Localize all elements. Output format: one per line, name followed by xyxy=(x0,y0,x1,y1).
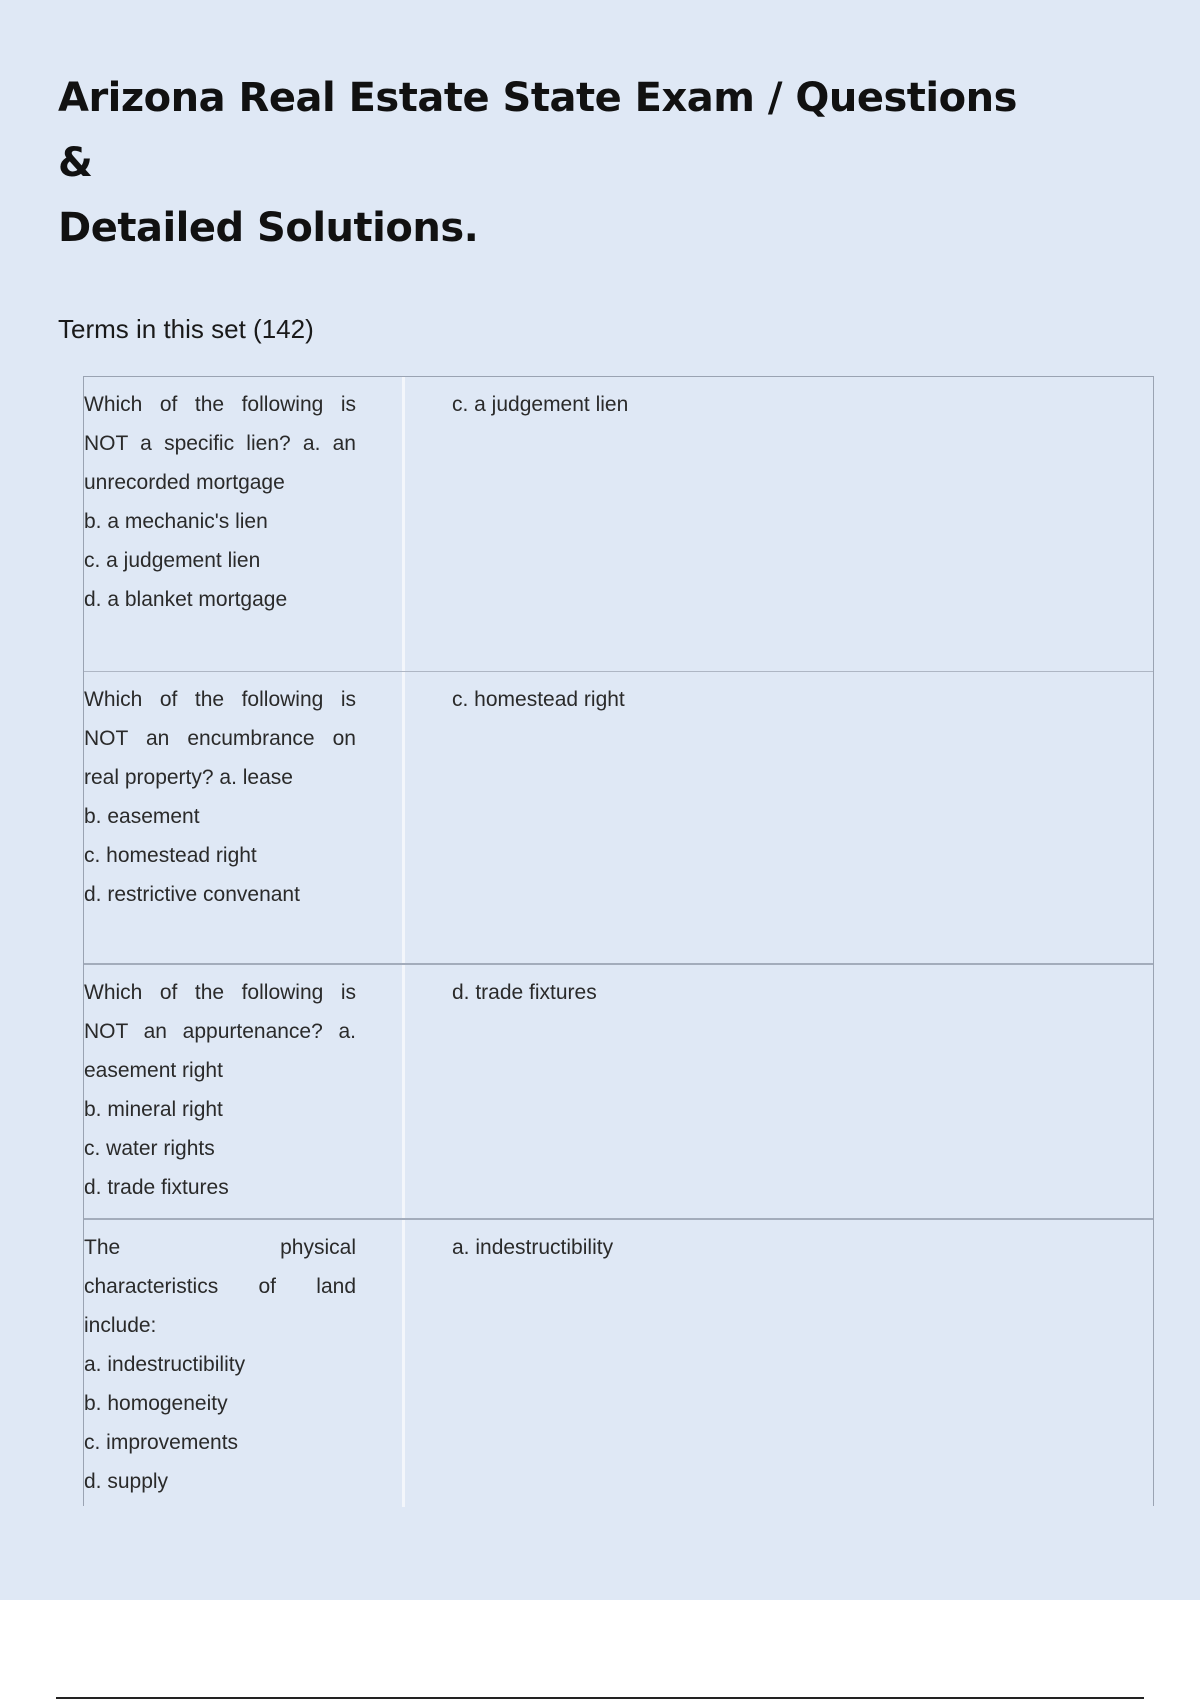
term-line: b. a mechanic's lien xyxy=(84,510,268,533)
term-line: NOT an appurtenance? a. xyxy=(84,1020,356,1043)
term-line: Which of the following is xyxy=(84,981,356,1004)
term-line: include: xyxy=(84,1314,157,1337)
term-text xyxy=(84,680,356,914)
term-line: b. easement xyxy=(84,805,200,828)
term-line: characteristics of land xyxy=(84,1275,356,1298)
term-line: Which of the following is xyxy=(84,393,356,416)
term-line: easement right xyxy=(84,1059,223,1082)
definition-text: c. homestead right xyxy=(452,688,625,711)
term-text xyxy=(84,385,356,619)
term-line: d. trade fixtures xyxy=(84,1176,229,1199)
term-line: Which of the following is xyxy=(84,688,356,711)
term-row xyxy=(84,1220,1153,1507)
term-line: c. homestead right xyxy=(84,844,257,867)
term-line: NOT an encumbrance on xyxy=(84,727,356,750)
term-line: The physical xyxy=(84,1236,356,1259)
term-line: c. improvements xyxy=(84,1431,239,1454)
terms-count-heading: Terms in this set (142) xyxy=(58,314,314,344)
term-line: b. homogeneity xyxy=(84,1392,228,1415)
term-row xyxy=(84,672,1153,965)
title-line-2: Detailed Solutions. xyxy=(58,205,479,251)
definition-text: d. trade fixtures xyxy=(452,981,597,1004)
term-text xyxy=(84,1228,356,1501)
term-line: b. mineral right xyxy=(84,1098,223,1121)
term-row xyxy=(84,377,1153,672)
term-line: c. water rights xyxy=(84,1137,215,1160)
term-row xyxy=(84,965,1153,1220)
term-line: unrecorded mortgage xyxy=(84,471,285,494)
title-line-1: Arizona Real Estate State Exam / Questions & xyxy=(58,75,1017,186)
term-line: NOT a specific lien? a. an xyxy=(84,432,356,455)
definition-text: c. a judgement lien xyxy=(452,393,629,416)
term-line: real property? a. lease xyxy=(84,766,293,789)
page-title xyxy=(58,66,1058,261)
term-line: d. supply xyxy=(84,1470,169,1493)
definition-text: a. indestructibility xyxy=(452,1236,614,1259)
term-line: a. indestructibility xyxy=(84,1353,246,1376)
terms-table xyxy=(83,376,1154,1506)
term-text xyxy=(84,973,356,1207)
term-line: d. a blanket mortgage xyxy=(84,588,288,611)
footer-rule xyxy=(56,1697,1144,1699)
term-line: d. restrictive convenant xyxy=(84,883,300,906)
term-line: c. a judgement lien xyxy=(84,549,261,572)
